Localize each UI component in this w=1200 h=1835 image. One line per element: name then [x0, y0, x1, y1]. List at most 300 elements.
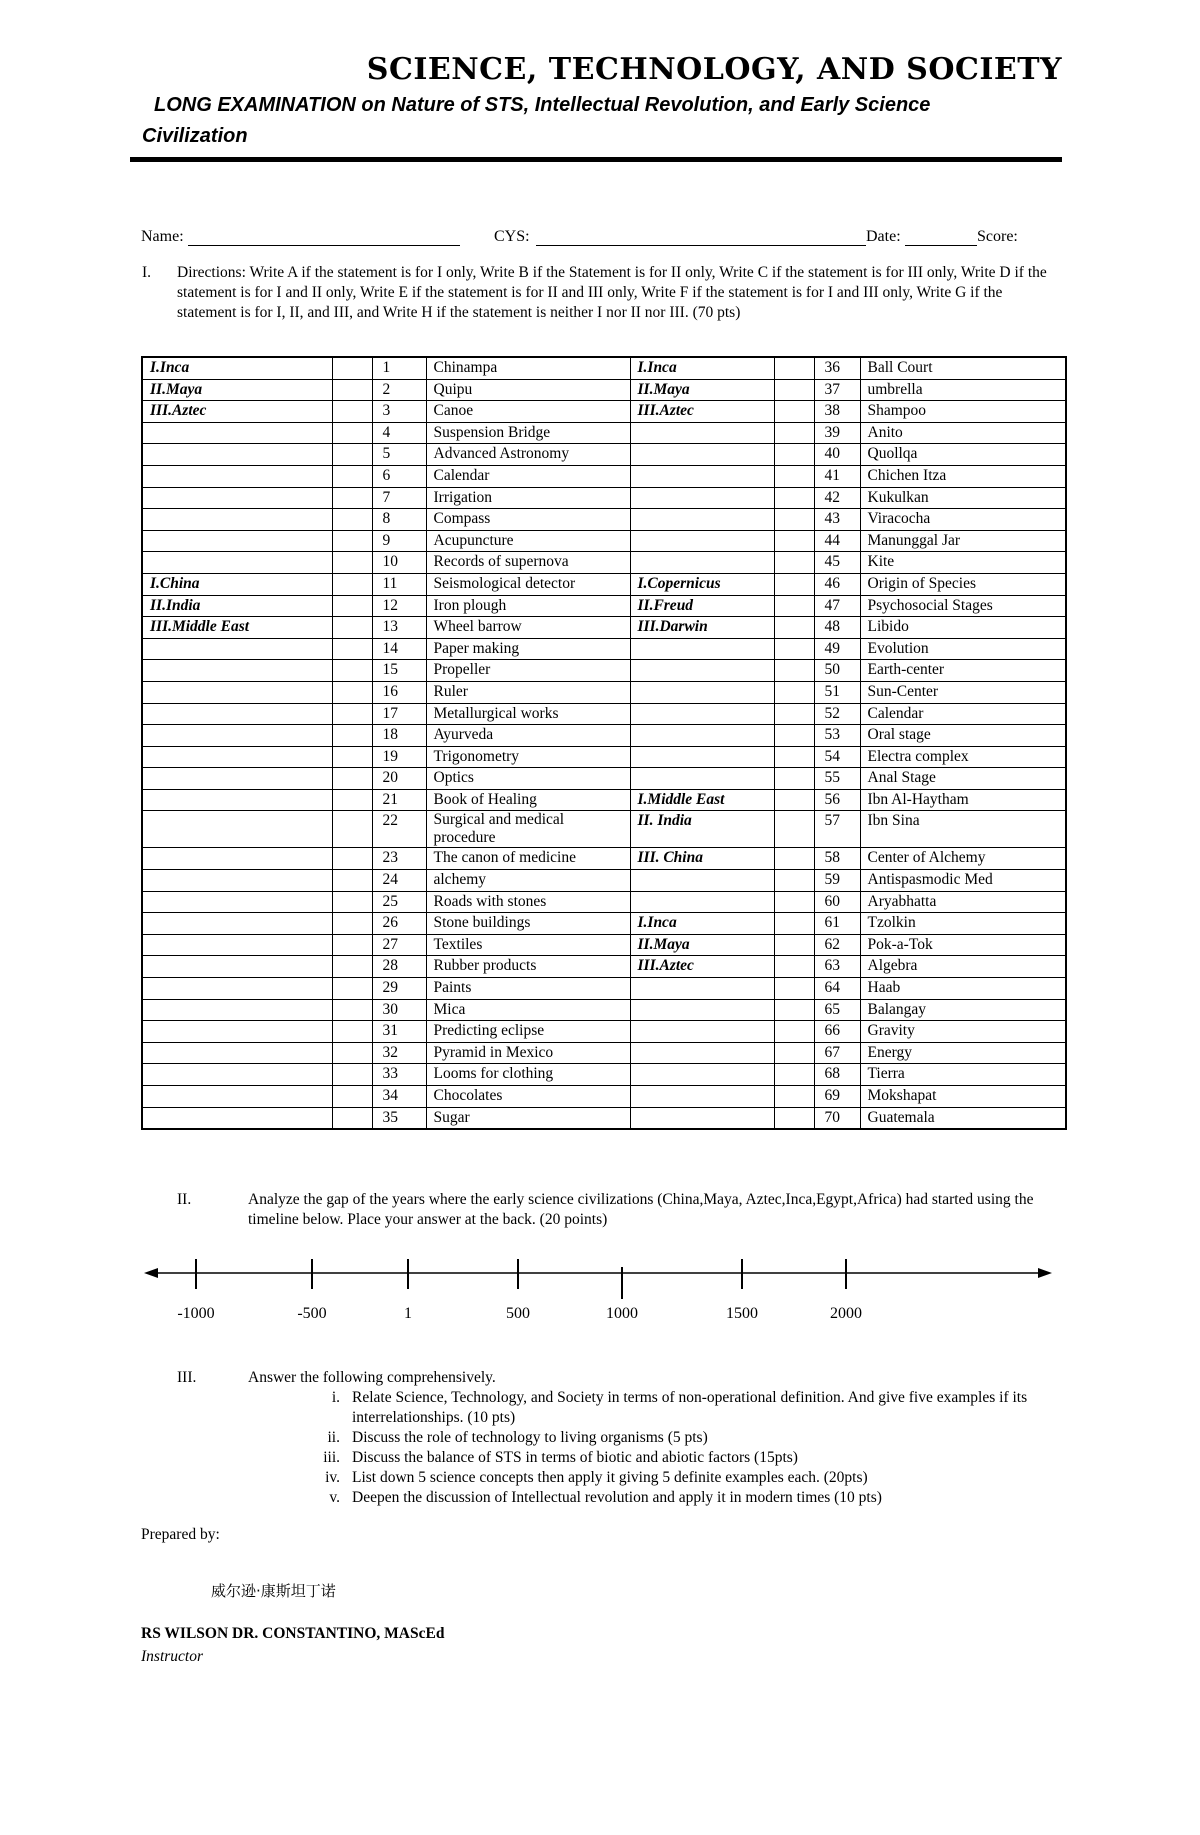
question-text: Deepen the discussion of Intellectual revolution and apply it in modern times (10 pts)	[352, 1489, 882, 1506]
name-label: Name:	[141, 228, 184, 245]
item-left: Quipu	[426, 379, 630, 401]
number-left: 23	[372, 848, 426, 870]
table-row	[142, 552, 1066, 574]
table-row	[142, 1107, 1066, 1129]
answer-left[interactable]	[332, 444, 372, 466]
answer-left[interactable]	[332, 956, 372, 978]
category-right	[630, 978, 774, 1000]
number-right: 40	[814, 444, 860, 466]
answer-right[interactable]	[774, 1086, 814, 1108]
number-right: 65	[814, 999, 860, 1021]
answer-right[interactable]	[774, 956, 814, 978]
answer-left[interactable]	[332, 1042, 372, 1064]
table-row	[142, 746, 1066, 768]
category-right	[630, 487, 774, 509]
category-left	[142, 746, 332, 768]
category-right	[630, 465, 774, 487]
item-left: Metallurgical works	[426, 703, 630, 725]
category-right: II.Freud	[630, 595, 774, 617]
table-row	[142, 703, 1066, 725]
timeline-label: 1500	[726, 1305, 758, 1322]
item-left: Textiles	[426, 934, 630, 956]
answer-right[interactable]	[774, 789, 814, 811]
question-numeral: iii.	[323, 1449, 340, 1466]
table-row	[142, 934, 1066, 956]
category-left	[142, 1064, 332, 1086]
number-right: 38	[814, 401, 860, 423]
answer-right[interactable]	[774, 487, 814, 509]
answer-right[interactable]	[774, 552, 814, 574]
number-right: 67	[814, 1042, 860, 1064]
answer-right[interactable]	[774, 768, 814, 790]
number-right: 41	[814, 465, 860, 487]
answer-left[interactable]	[332, 913, 372, 935]
number-left: 3	[372, 401, 426, 423]
timeline-axis	[144, 1250, 1054, 1300]
category-left	[142, 768, 332, 790]
answer-right[interactable]	[774, 638, 814, 660]
number-right: 57	[814, 811, 860, 848]
item-left: Paper making	[426, 638, 630, 660]
answer-left[interactable]	[332, 681, 372, 703]
number-left: 16	[372, 681, 426, 703]
item-left: Surgical and medical procedure	[426, 811, 630, 848]
table-row	[142, 509, 1066, 531]
name-field	[188, 245, 460, 246]
category-right	[630, 725, 774, 747]
category-left	[142, 725, 332, 747]
category-left	[142, 530, 332, 552]
number-right: 43	[814, 509, 860, 531]
answer-left[interactable]	[332, 379, 372, 401]
table-row	[142, 768, 1066, 790]
number-left: 6	[372, 465, 426, 487]
number-left: 4	[372, 422, 426, 444]
category-right	[630, 1064, 774, 1086]
category-left	[142, 487, 332, 509]
category-right	[630, 638, 774, 660]
number-right: 62	[814, 934, 860, 956]
answer-right[interactable]	[774, 1042, 814, 1064]
item-left: Pyramid in Mexico	[426, 1042, 630, 1064]
answer-right[interactable]	[774, 444, 814, 466]
category-left	[142, 870, 332, 892]
item-left: The canon of medicine	[426, 848, 630, 870]
number-left: 24	[372, 870, 426, 892]
table-row	[142, 999, 1066, 1021]
score-label: Score:	[977, 228, 1018, 245]
table-row	[142, 1042, 1066, 1064]
category-left	[142, 789, 332, 811]
item-left: Iron plough	[426, 595, 630, 617]
question-item	[300, 1488, 1060, 1508]
item-right: umbrella	[860, 379, 1066, 401]
item-left: Suspension Bridge	[426, 422, 630, 444]
answer-left[interactable]	[332, 978, 372, 1000]
answer-left[interactable]	[332, 934, 372, 956]
number-left: 11	[372, 573, 426, 595]
answer-left[interactable]	[332, 638, 372, 660]
item-left: Acupuncture	[426, 530, 630, 552]
table-row	[142, 638, 1066, 660]
item-left: Canoe	[426, 401, 630, 423]
date-label: Date:	[866, 228, 901, 245]
category-right: III.Aztec	[630, 956, 774, 978]
table-row	[142, 357, 1066, 379]
item-left: Rubber products	[426, 956, 630, 978]
number-right: 58	[814, 848, 860, 870]
category-right	[630, 999, 774, 1021]
category-left: III.Middle East	[142, 617, 332, 639]
item-right: Aryabhatta	[860, 891, 1066, 913]
item-left: Irrigation	[426, 487, 630, 509]
answer-left[interactable]	[332, 1086, 372, 1108]
item-right: Chichen Itza	[860, 465, 1066, 487]
question-text: Discuss the balance of STS in terms of biotic and abiotic factors (15pts)	[352, 1449, 798, 1466]
item-left: alchemy	[426, 870, 630, 892]
number-right: 64	[814, 978, 860, 1000]
category-right: III.Aztec	[630, 401, 774, 423]
category-left	[142, 999, 332, 1021]
answer-right[interactable]	[774, 746, 814, 768]
answer-right[interactable]	[774, 978, 814, 1000]
answer-right[interactable]	[774, 891, 814, 913]
answer-left[interactable]	[332, 552, 372, 574]
category-left	[142, 444, 332, 466]
table-row	[142, 617, 1066, 639]
number-left: 27	[372, 934, 426, 956]
timeline-right-arrow	[1038, 1268, 1052, 1278]
number-left: 19	[372, 746, 426, 768]
number-left: 35	[372, 1107, 426, 1129]
number-right: 68	[814, 1064, 860, 1086]
item-right: Calendar	[860, 703, 1066, 725]
signature: 威尔逊·康斯坦丁诺	[211, 1582, 336, 1600]
item-left: Book of Healing	[426, 789, 630, 811]
category-left	[142, 1086, 332, 1108]
table-row	[142, 530, 1066, 552]
number-right: 46	[814, 573, 860, 595]
number-right: 49	[814, 638, 860, 660]
table-row	[142, 444, 1066, 466]
category-right	[630, 870, 774, 892]
category-right: I.Middle East	[630, 789, 774, 811]
timeline-left-arrow	[144, 1268, 158, 1278]
answer-right[interactable]	[774, 1064, 814, 1086]
question-numeral: iv.	[325, 1469, 340, 1486]
item-left: Wheel barrow	[426, 617, 630, 639]
item-left: Seismological detector	[426, 573, 630, 595]
answer-left[interactable]	[332, 530, 372, 552]
answer-right[interactable]	[774, 660, 814, 682]
answer-left[interactable]	[332, 465, 372, 487]
table-row	[142, 681, 1066, 703]
number-left: 30	[372, 999, 426, 1021]
number-right: 66	[814, 1021, 860, 1043]
category-left	[142, 956, 332, 978]
matching-table	[141, 356, 1067, 1130]
number-left: 7	[372, 487, 426, 509]
answer-left[interactable]	[332, 595, 372, 617]
answer-right[interactable]	[774, 422, 814, 444]
category-left	[142, 1042, 332, 1064]
table-row	[142, 811, 1066, 848]
answer-left[interactable]	[332, 725, 372, 747]
answer-right[interactable]	[774, 530, 814, 552]
number-right: 44	[814, 530, 860, 552]
answer-left[interactable]	[332, 660, 372, 682]
answer-left[interactable]	[332, 999, 372, 1021]
category-left	[142, 1021, 332, 1043]
item-right: Guatemala	[860, 1107, 1066, 1129]
category-right	[630, 681, 774, 703]
question-item	[300, 1428, 1060, 1448]
category-right	[630, 509, 774, 531]
category-right: II.Maya	[630, 379, 774, 401]
category-right	[630, 552, 774, 574]
answer-left[interactable]	[332, 703, 372, 725]
timeline-label: -1000	[177, 1305, 215, 1322]
answer-right[interactable]	[774, 379, 814, 401]
table-row	[142, 422, 1066, 444]
item-right: Shampoo	[860, 401, 1066, 423]
question-text: Relate Science, Technology, and Society in terms of non-operational definition. And give five examples if its interrelationships. (10 pts)	[352, 1389, 1028, 1426]
number-right: 59	[814, 870, 860, 892]
answer-right[interactable]	[774, 703, 814, 725]
item-right: Haab	[860, 978, 1066, 1000]
number-right: 56	[814, 789, 860, 811]
timeline-label: 1	[404, 1305, 412, 1322]
table-row	[142, 848, 1066, 870]
item-right: Quollqa	[860, 444, 1066, 466]
answer-right[interactable]	[774, 617, 814, 639]
category-right	[630, 660, 774, 682]
number-right: 70	[814, 1107, 860, 1129]
answer-right[interactable]	[774, 401, 814, 423]
category-left	[142, 638, 332, 660]
category-left	[142, 465, 332, 487]
number-right: 37	[814, 379, 860, 401]
part2-text: Analyze the gap of the years where the early science civilizations (China,Maya, Aztec,Inca,Egypt,Africa) had started using the timeline below. Place your answer at the back. (20 points)	[248, 1191, 1034, 1228]
part1-directions	[142, 263, 1060, 323]
answer-right[interactable]	[774, 681, 814, 703]
category-right	[630, 444, 774, 466]
item-left: Looms for clothing	[426, 1064, 630, 1086]
table-row	[142, 913, 1066, 935]
item-right: Electra complex	[860, 746, 1066, 768]
item-right: Kite	[860, 552, 1066, 574]
answer-left[interactable]	[332, 789, 372, 811]
question-numeral: ii.	[327, 1429, 340, 1446]
item-right: Balangay	[860, 999, 1066, 1021]
item-right: Earth-center	[860, 660, 1066, 682]
part3-intro: Answer the following comprehensively.	[248, 1369, 496, 1386]
question-item	[300, 1468, 1060, 1488]
answer-right[interactable]	[774, 870, 814, 892]
answer-right[interactable]	[774, 848, 814, 870]
category-left	[142, 422, 332, 444]
number-right: 48	[814, 617, 860, 639]
item-right: Ibn Al-Haytham	[860, 789, 1066, 811]
number-left: 17	[372, 703, 426, 725]
item-right: Gravity	[860, 1021, 1066, 1043]
answer-left[interactable]	[332, 509, 372, 531]
answer-left[interactable]	[332, 617, 372, 639]
question-item	[300, 1388, 1060, 1428]
answer-right[interactable]	[774, 357, 814, 379]
category-left	[142, 509, 332, 531]
answer-right[interactable]	[774, 1021, 814, 1043]
number-left: 20	[372, 768, 426, 790]
table-row	[142, 573, 1066, 595]
document-title: SCIENCE, TECHNOLOGY, AND SOCIETY	[366, 52, 1062, 87]
category-left	[142, 978, 332, 1000]
category-left: I.China	[142, 573, 332, 595]
number-right: 69	[814, 1086, 860, 1108]
item-right: Libido	[860, 617, 1066, 639]
item-right: Evolution	[860, 638, 1066, 660]
table-row	[142, 1021, 1066, 1043]
answer-left[interactable]	[332, 848, 372, 870]
instructor-role: Instructor	[141, 1648, 203, 1665]
answer-right[interactable]	[774, 913, 814, 935]
number-left: 1	[372, 357, 426, 379]
number-right: 61	[814, 913, 860, 935]
category-left: II.India	[142, 595, 332, 617]
table-row	[142, 870, 1066, 892]
part1-directions-text: Directions: Write A if the statement is for I only, Write B if the Statement is for II only, Write C if the statement is for III only, Write D if the statement is for I and II only, Write E if the statement is for II and III only, Write F if the statement is for I and III only, Write G if the statement is for I, II, and III, and Write H if the statement is neither I nor II nor III. (70 pts)	[177, 264, 1047, 321]
answer-left[interactable]	[332, 1021, 372, 1043]
table-row	[142, 956, 1066, 978]
answer-left[interactable]	[332, 870, 372, 892]
item-left: Calendar	[426, 465, 630, 487]
answer-right[interactable]	[774, 595, 814, 617]
number-left: 14	[372, 638, 426, 660]
item-left: Stone buildings	[426, 913, 630, 935]
answer-left[interactable]	[332, 401, 372, 423]
answer-right[interactable]	[774, 811, 814, 848]
item-right: Anal Stage	[860, 768, 1066, 790]
item-right: Ibn Sina	[860, 811, 1066, 848]
category-left	[142, 552, 332, 574]
question-text: List down 5 science concepts then apply it giving 5 definite examples each. (20pts)	[352, 1469, 868, 1486]
number-right: 45	[814, 552, 860, 574]
item-right: Kukulkan	[860, 487, 1066, 509]
category-right	[630, 1107, 774, 1129]
item-left: Chocolates	[426, 1086, 630, 1108]
answer-left[interactable]	[332, 746, 372, 768]
number-right: 52	[814, 703, 860, 725]
number-left: 21	[372, 789, 426, 811]
number-left: 29	[372, 978, 426, 1000]
question-item	[300, 1448, 1060, 1468]
category-left	[142, 660, 332, 682]
timeline-label: -500	[297, 1305, 327, 1322]
number-left: 25	[372, 891, 426, 913]
answer-left[interactable]	[332, 357, 372, 379]
answer-right[interactable]	[774, 573, 814, 595]
item-left: Advanced Astronomy	[426, 444, 630, 466]
answer-left[interactable]	[332, 573, 372, 595]
category-right	[630, 1042, 774, 1064]
item-right: Oral stage	[860, 725, 1066, 747]
category-right: II. India	[630, 811, 774, 848]
cys-label: CYS:	[494, 228, 530, 245]
item-right: Center of Alchemy	[860, 848, 1066, 870]
timeline-label: 2000	[830, 1305, 862, 1322]
item-right: Sun-Center	[860, 681, 1066, 703]
number-left: 28	[372, 956, 426, 978]
number-right: 50	[814, 660, 860, 682]
answer-left[interactable]	[332, 1064, 372, 1086]
part3-numeral: III.	[177, 1369, 197, 1386]
answer-right[interactable]	[774, 934, 814, 956]
category-left	[142, 811, 332, 848]
category-right	[630, 530, 774, 552]
table-row	[142, 1086, 1066, 1108]
number-left: 31	[372, 1021, 426, 1043]
item-right: Mokshapat	[860, 1086, 1066, 1108]
number-left: 34	[372, 1086, 426, 1108]
number-left: 13	[372, 617, 426, 639]
timeline-label: 500	[506, 1305, 530, 1322]
item-right: Pok-a-Tok	[860, 934, 1066, 956]
item-left: Roads with stones	[426, 891, 630, 913]
answer-left[interactable]	[332, 768, 372, 790]
category-left	[142, 848, 332, 870]
category-right	[630, 746, 774, 768]
number-left: 9	[372, 530, 426, 552]
answer-right[interactable]	[774, 509, 814, 531]
answer-right[interactable]	[774, 465, 814, 487]
number-left: 33	[372, 1064, 426, 1086]
number-left: 18	[372, 725, 426, 747]
answer-left[interactable]	[332, 422, 372, 444]
category-right	[630, 422, 774, 444]
category-right: III.Darwin	[630, 617, 774, 639]
table-row	[142, 465, 1066, 487]
number-right: 54	[814, 746, 860, 768]
number-right: 42	[814, 487, 860, 509]
category-right	[630, 1086, 774, 1108]
header-rule	[130, 157, 1062, 162]
category-left: II.Maya	[142, 379, 332, 401]
number-left: 32	[372, 1042, 426, 1064]
number-right: 60	[814, 891, 860, 913]
category-right: III. China	[630, 848, 774, 870]
table-row	[142, 891, 1066, 913]
item-left: Predicting eclipse	[426, 1021, 630, 1043]
category-right: II.Maya	[630, 934, 774, 956]
category-right	[630, 891, 774, 913]
category-left	[142, 1107, 332, 1129]
number-left: 26	[372, 913, 426, 935]
answer-left[interactable]	[332, 487, 372, 509]
item-left: Trigonometry	[426, 746, 630, 768]
answer-right[interactable]	[774, 999, 814, 1021]
answer-right[interactable]	[774, 1107, 814, 1129]
answer-left[interactable]	[332, 811, 372, 848]
answer-left[interactable]	[332, 891, 372, 913]
item-right: Algebra	[860, 956, 1066, 978]
item-right: Tzolkin	[860, 913, 1066, 935]
item-right: Origin of Species	[860, 573, 1066, 595]
prepared-by-label: Prepared by:	[141, 1526, 220, 1543]
answer-right[interactable]	[774, 725, 814, 747]
category-left	[142, 913, 332, 935]
number-right: 51	[814, 681, 860, 703]
answer-left[interactable]	[332, 1107, 372, 1129]
